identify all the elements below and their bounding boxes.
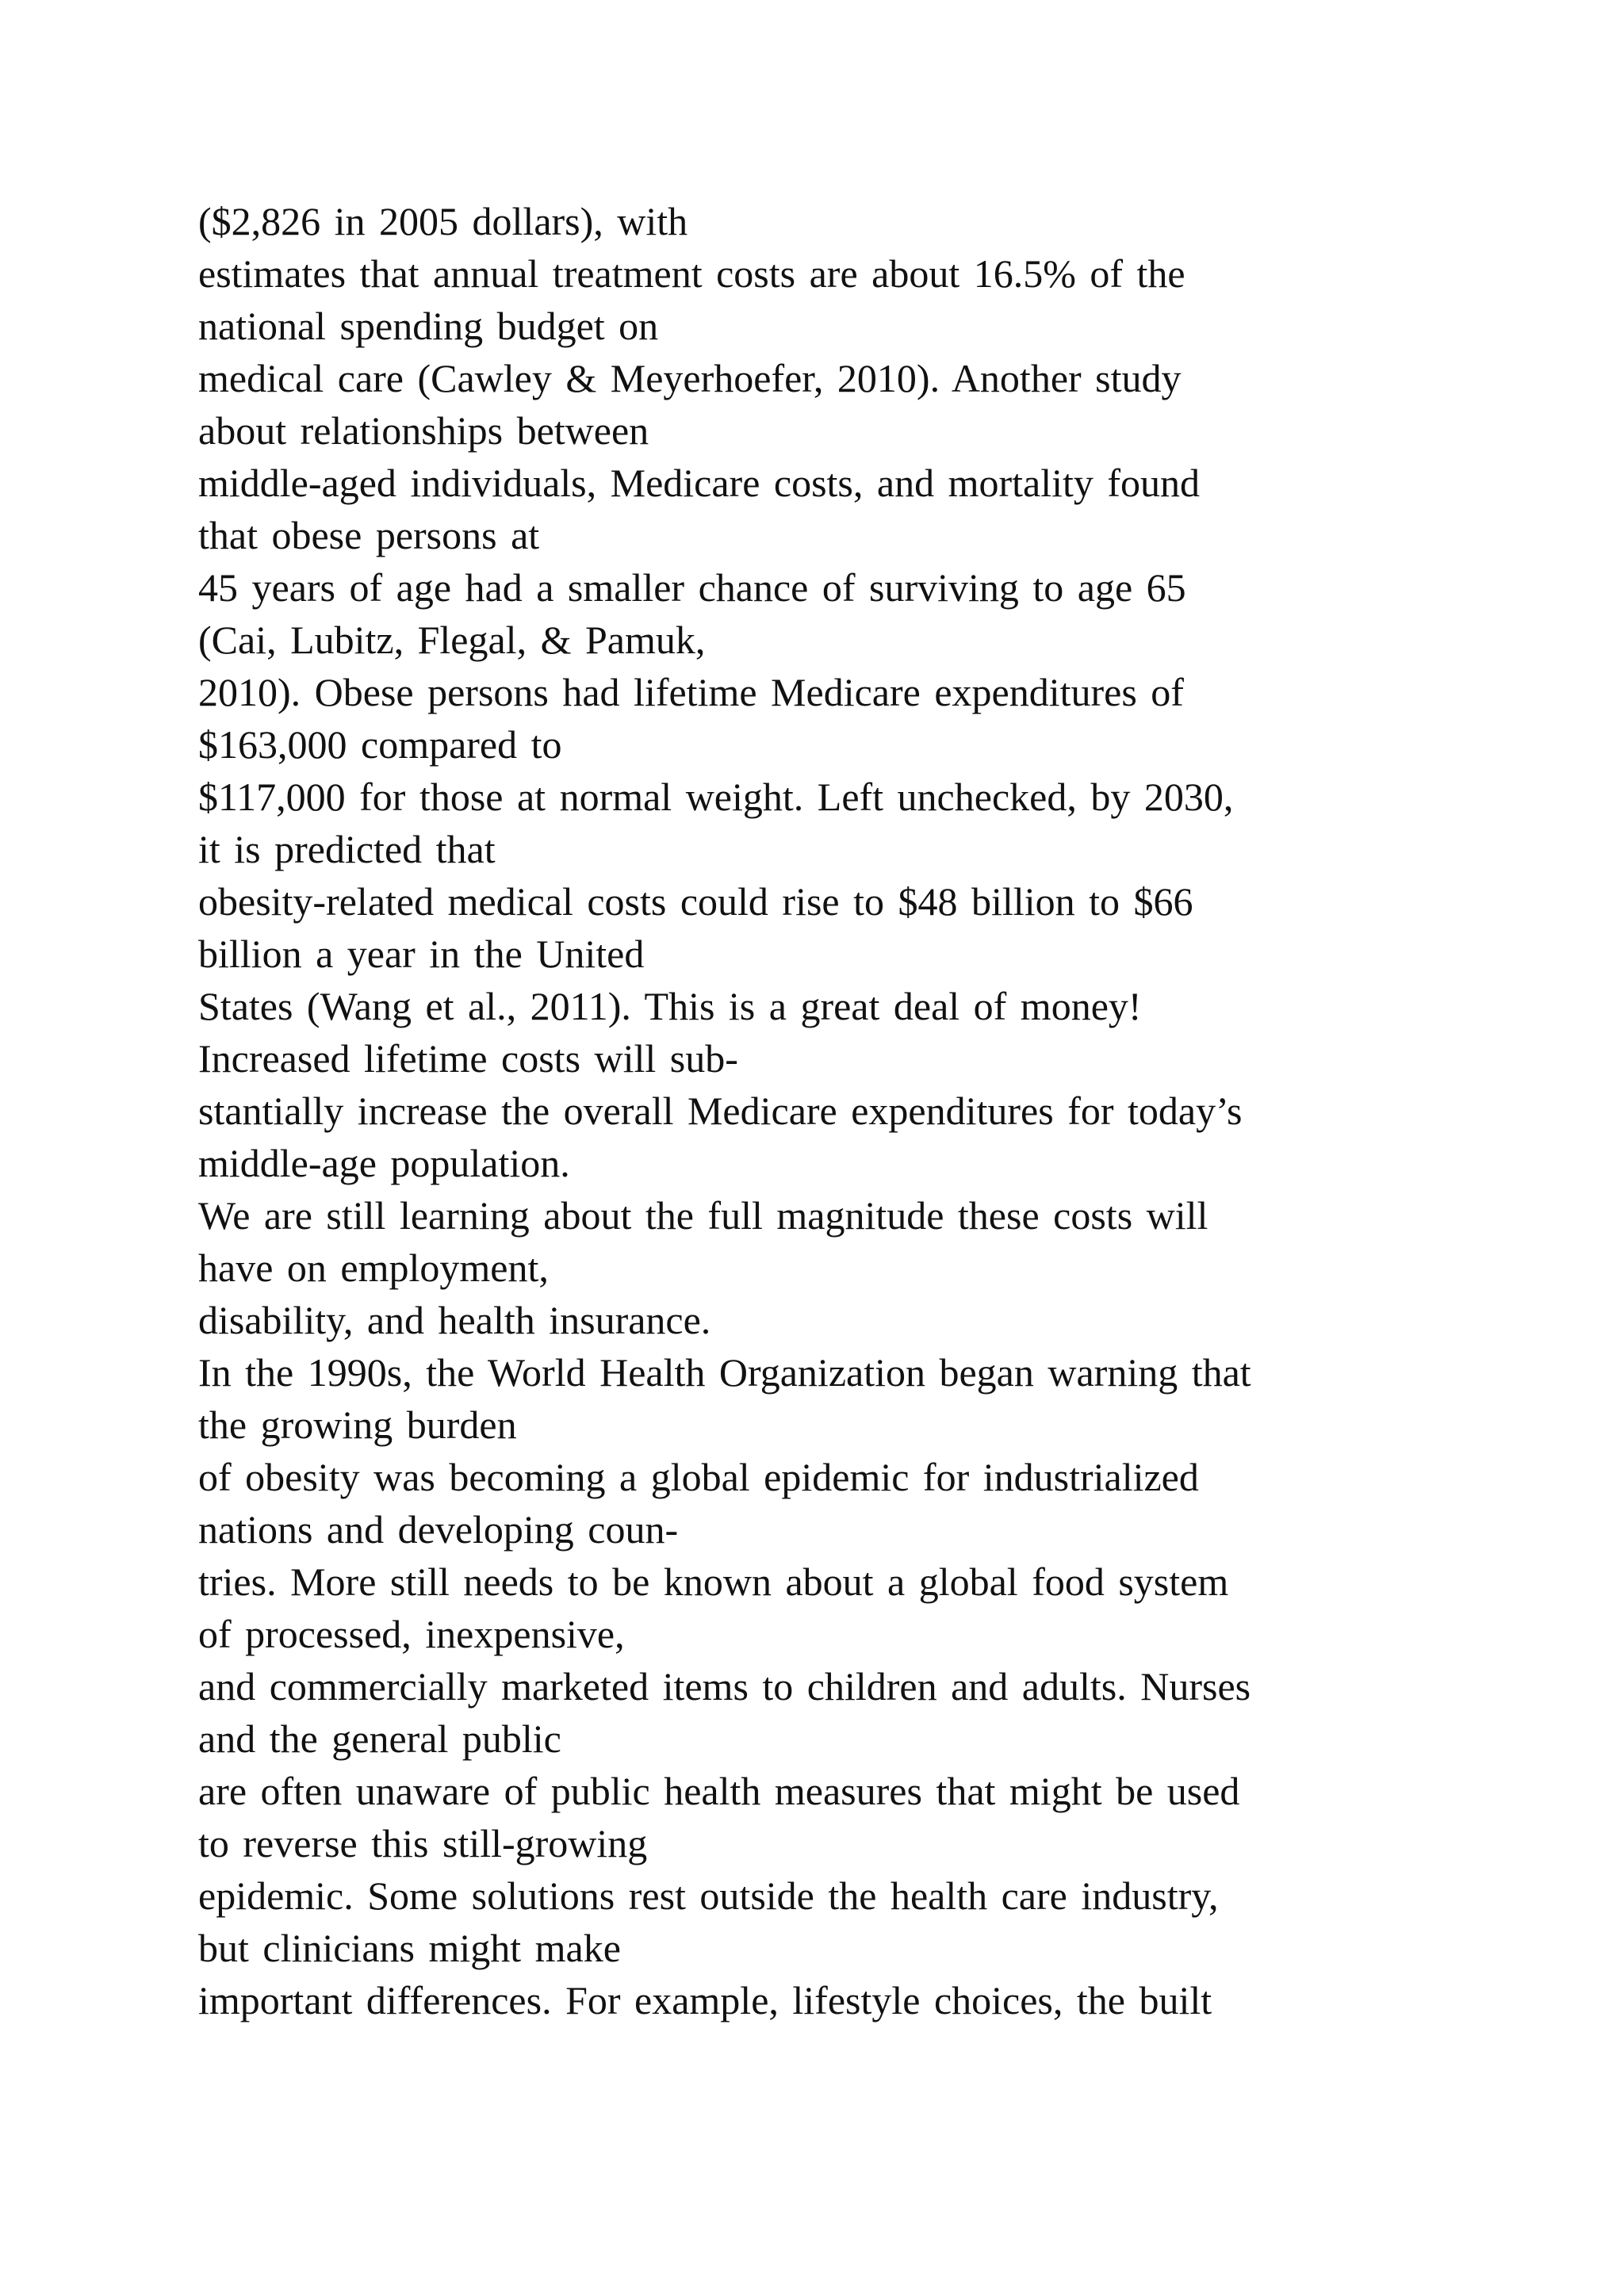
paragraph-1 <box>198 195 1242 1346</box>
text-line: to reverse this still-growing <box>198 1821 648 1866</box>
text-line: estimates that annual treatment costs are about 16.5% of the <box>198 251 1185 296</box>
text-line: In the 1990s, the World Health Organization began warning that <box>198 1350 1251 1395</box>
text-line: States (Wang et al., 2011). This is a great deal of money! <box>198 984 1142 1028</box>
text-line: Increased lifetime costs will sub- <box>198 1036 738 1081</box>
text-line: but clinicians might make <box>198 1926 621 1970</box>
text-line: are often unaware of public health measures that might be used <box>198 1769 1240 1813</box>
text-line: obesity-related medical costs could rise to $48 billion to $66 <box>198 879 1193 924</box>
text-line: 2010). Obese persons had lifetime Medicare expenditures of <box>198 670 1184 714</box>
text-line: $117,000 for those at normal weight. Left unchecked, by 2030, <box>198 775 1234 819</box>
text-line: billion a year in the United <box>198 932 645 976</box>
text-line: about relationships between <box>198 408 649 453</box>
paragraph-2 <box>198 1346 1251 2026</box>
text-line: medical care (Cawley & Meyerhoefer, 2010). Another study <box>198 356 1182 400</box>
text-line: it is predicted that <box>198 827 496 871</box>
text-line: epidemic. Some solutions rest outside the health care industry, <box>198 1873 1219 1918</box>
text-line: and the general public <box>198 1716 561 1761</box>
text-line: We are still learning about the full magnitude these costs will <box>198 1193 1208 1238</box>
text-line: and commercially marketed items to children and adults. Nurses <box>198 1664 1251 1709</box>
text-line: important differences. For example, lifestyle choices, the built <box>198 1978 1212 2022</box>
text-line: that obese persons at <box>198 513 540 557</box>
text-line: of obesity was becoming a global epidemic for industrialized <box>198 1455 1199 1499</box>
text-line: tries. More still needs to be known about a global food system <box>198 1559 1229 1604</box>
text-line: disability, and health insurance. <box>198 1298 711 1342</box>
text-line: stantially increase the overall Medicare expenditures for today’s <box>198 1089 1243 1133</box>
text-line: middle-age population. <box>198 1141 570 1185</box>
text-line: have on employment, <box>198 1246 549 1290</box>
text-line: $163,000 compared to <box>198 722 562 767</box>
text-line: 45 years of age had a smaller chance of surviving to age 65 <box>198 565 1186 610</box>
text-line: (Cai, Lubitz, Flegal, & Pamuk, <box>198 618 706 662</box>
text-line: nations and developing coun- <box>198 1507 679 1552</box>
text-line: national spending budget on <box>198 304 659 348</box>
text-line: the growing burden <box>198 1402 517 1447</box>
text-line: middle-aged individuals, Medicare costs, and mortality found <box>198 461 1201 505</box>
text-line: of processed, inexpensive, <box>198 1612 625 1656</box>
text-line: ($2,826 in 2005 dollars), with <box>198 199 688 243</box>
